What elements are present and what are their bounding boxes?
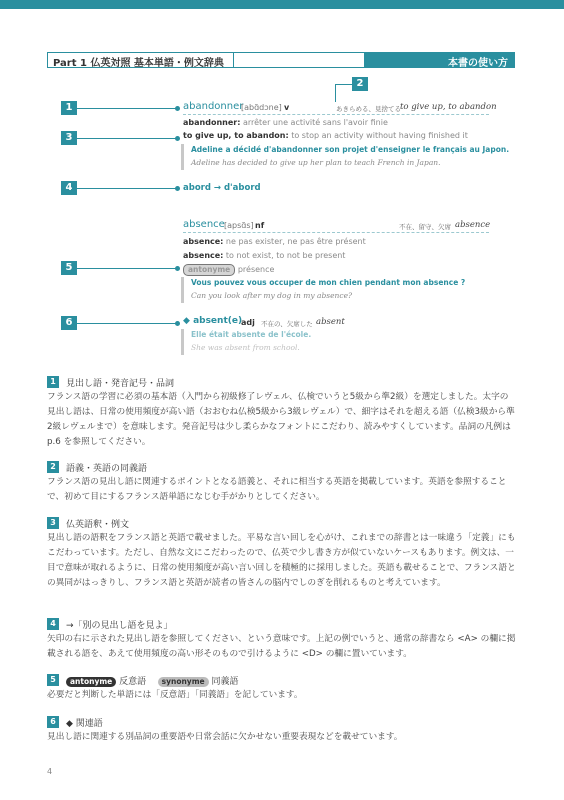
antonym-row [183, 264, 274, 276]
fr-def-text: arrêter une activité sans l'avoir finie [242, 118, 388, 127]
marker-3: 3 [61, 131, 77, 145]
en-definition [183, 131, 468, 140]
top-color-bar [0, 0, 564, 9]
section-5-body: 必要だと判断した単語には「反意語」「同義語」を記しています。 [47, 690, 303, 700]
marker-4-dot [175, 186, 180, 191]
marker-2-leader-h [335, 84, 352, 85]
section-3-title: 仏英語釈・例文 [66, 520, 130, 530]
marker-6: 6 [61, 316, 77, 330]
marker-5: 5 [61, 261, 77, 275]
marker-2-leader [335, 84, 336, 102]
section-6-title: ◆ 関連語 [66, 719, 103, 729]
headword-absent: absent(e) [193, 316, 243, 326]
synonym-legend-label: 同義語 [211, 677, 239, 687]
pronunciation-abandonner: [abɑ̃dɔne] [241, 103, 282, 112]
marker-5-dot [175, 266, 180, 271]
en-def-text: to stop an activity without having finished it [291, 131, 468, 140]
marker-1-leader [77, 108, 177, 109]
section-6-number: 6 [47, 716, 59, 728]
en-def-text-absence: to not exist, to not be present [225, 251, 346, 260]
example-bar-absence [181, 277, 184, 303]
marker-1: 1 [61, 101, 77, 115]
marker-1-dot [175, 106, 180, 111]
marker-6-leader [77, 323, 177, 324]
pos-abandonner: v [284, 103, 290, 112]
section-4-title: →「別の見出し語を見よ」 [66, 621, 173, 631]
marker-5-leader [77, 268, 177, 269]
marker-2: 2 [352, 77, 368, 91]
marker-6-dot [175, 321, 180, 326]
en-word: to give up, to abandon: [183, 131, 289, 140]
page-header [47, 52, 515, 68]
en-equiv-absent: absent [316, 317, 345, 327]
section-4-body: 矢印の右に示された見出し語を参照してください、という意味です。上記の例でいうと、通常の辞書なら <A> の欄に掲載される語を、あえて使用頻度の高い形そのもので引けるように <D> の欄に置いています。 [47, 634, 516, 659]
section-6-body: 見出し語に関連する別品詞の重要語や日常会話に欠かせない重要表現などを載せています。 [47, 732, 403, 742]
pronunciation-absence: [apsɑ̃s] [224, 221, 254, 230]
section-1-body: フランス語の学習に必須の基本語（入門から初級修了レヴェル、仏検でいうと5級から準2級）を選定しました。太字の見出し語は、日常の使用頻度が高い語（おおむね仏検5級から3級レヴェル）で、細字はそれを超える語（仏検3級から準2級レヴェルまで）を意味します。発音記号は少し柔らかなフォントにこだわり、読みやすくしています。品詞の凡例は p.6 を参照してください。 [47, 392, 515, 447]
page-number: 4 [47, 767, 53, 776]
ja-gloss-absent: 不在の、欠席した [261, 320, 313, 328]
example-fr-absence: Vous pouvez vous occuper de mon chien pendant mon absence ? [191, 278, 466, 287]
section-3-number: 3 [47, 517, 59, 529]
pos-absent: adj [241, 318, 255, 327]
example-en-absent: She was absent from school. [191, 343, 300, 352]
pos-absence: nf [255, 221, 265, 230]
example-bar [181, 144, 184, 170]
section-1-title: 見出し語・発音記号・品詞 [66, 379, 175, 389]
marker-4: 4 [61, 181, 77, 195]
section-1-number: 1 [47, 376, 59, 388]
part-title: Part 1 仏英対照 基本単語・例文辞典 [48, 53, 234, 67]
fr-word-absence: absence: [183, 237, 224, 246]
section-5-title [66, 674, 239, 687]
section-2-title: 語義・英語の同義語 [66, 464, 148, 474]
section-2-body: フランス語の見出し語に関連するポイントとなる語義と、それに相当する英語を掲載しています。英語を参照することで、初めて目にするフランス語単語になじむ手がかりとしてください。 [47, 477, 507, 502]
marker-3-leader [77, 138, 177, 139]
en-definition-absence [183, 251, 345, 260]
antonym-pill: antonyme [183, 264, 235, 276]
antonym-legend-label: 反意語 [119, 677, 147, 687]
synonym-pill-legend: synonyme [158, 677, 209, 687]
example-fr-abandonner: Adeline a décidé d'abandonner son projet d'enseigner le français au Japon. [191, 145, 510, 154]
example-bar-absent [181, 329, 184, 355]
ja-gloss-abandonner: あきらめる、見捨てる [336, 105, 401, 113]
marker-3-dot [175, 136, 180, 141]
marker-4-leader [77, 188, 177, 189]
dashed-divider-absence [183, 232, 489, 233]
example-en-absence: Can you look after my dog in my absence? [191, 291, 353, 300]
fr-def-text-absence: ne pas exister, ne pas être présent [225, 237, 366, 246]
fr-definition [183, 118, 388, 127]
example-fr-absent: Elle était absente de l'école. [191, 330, 312, 339]
antonym-pill-legend: antonyme [66, 677, 116, 687]
headword-absence: absence [183, 219, 225, 230]
example-en-abandonner: Adeline has decided to give up her plan to teach French in Japan. [191, 158, 441, 167]
en-equiv-abandonner: to give up, to abandon [400, 102, 497, 112]
section-3-body: 見出し語の語釈をフランス語と英語で載せました。平易な言い回しを心がけ、これまでの辞書とは一味違う「定義」にもこだわっています。ただし、自然な文にこだわったので、仏英で少し書き方が似ていないケースもあります。例文は、一目で意味が取れるように、日常の使用頻度が高い言い回しを積極的に採用しました。英語も載せることで、フランス語との異同がはっきりし、フランス語と英語が読者の皆さんの脳内でしのぎを削れるものと考えています。 [47, 533, 516, 588]
en-word-absence: absence: [183, 251, 224, 260]
en-equiv-absence: absence [455, 220, 491, 230]
related-headword [183, 316, 242, 326]
diamond-icon: ◆ [183, 316, 190, 326]
section-4-number: 4 [47, 618, 59, 630]
section-title: 本書の使い方 [364, 53, 514, 67]
headword-abandonner: abandonner [183, 101, 244, 112]
section-5-number: 5 [47, 674, 59, 686]
dashed-divider [183, 114, 489, 115]
antonym-word: présence [237, 265, 275, 274]
fr-word: abandonner: [183, 118, 241, 127]
section-2-number: 2 [47, 461, 59, 473]
cross-reference-abord: abord → d'abord [183, 183, 261, 193]
fr-definition-absence [183, 237, 366, 246]
ja-gloss-absence: 不在、留守、欠席 [399, 223, 451, 231]
